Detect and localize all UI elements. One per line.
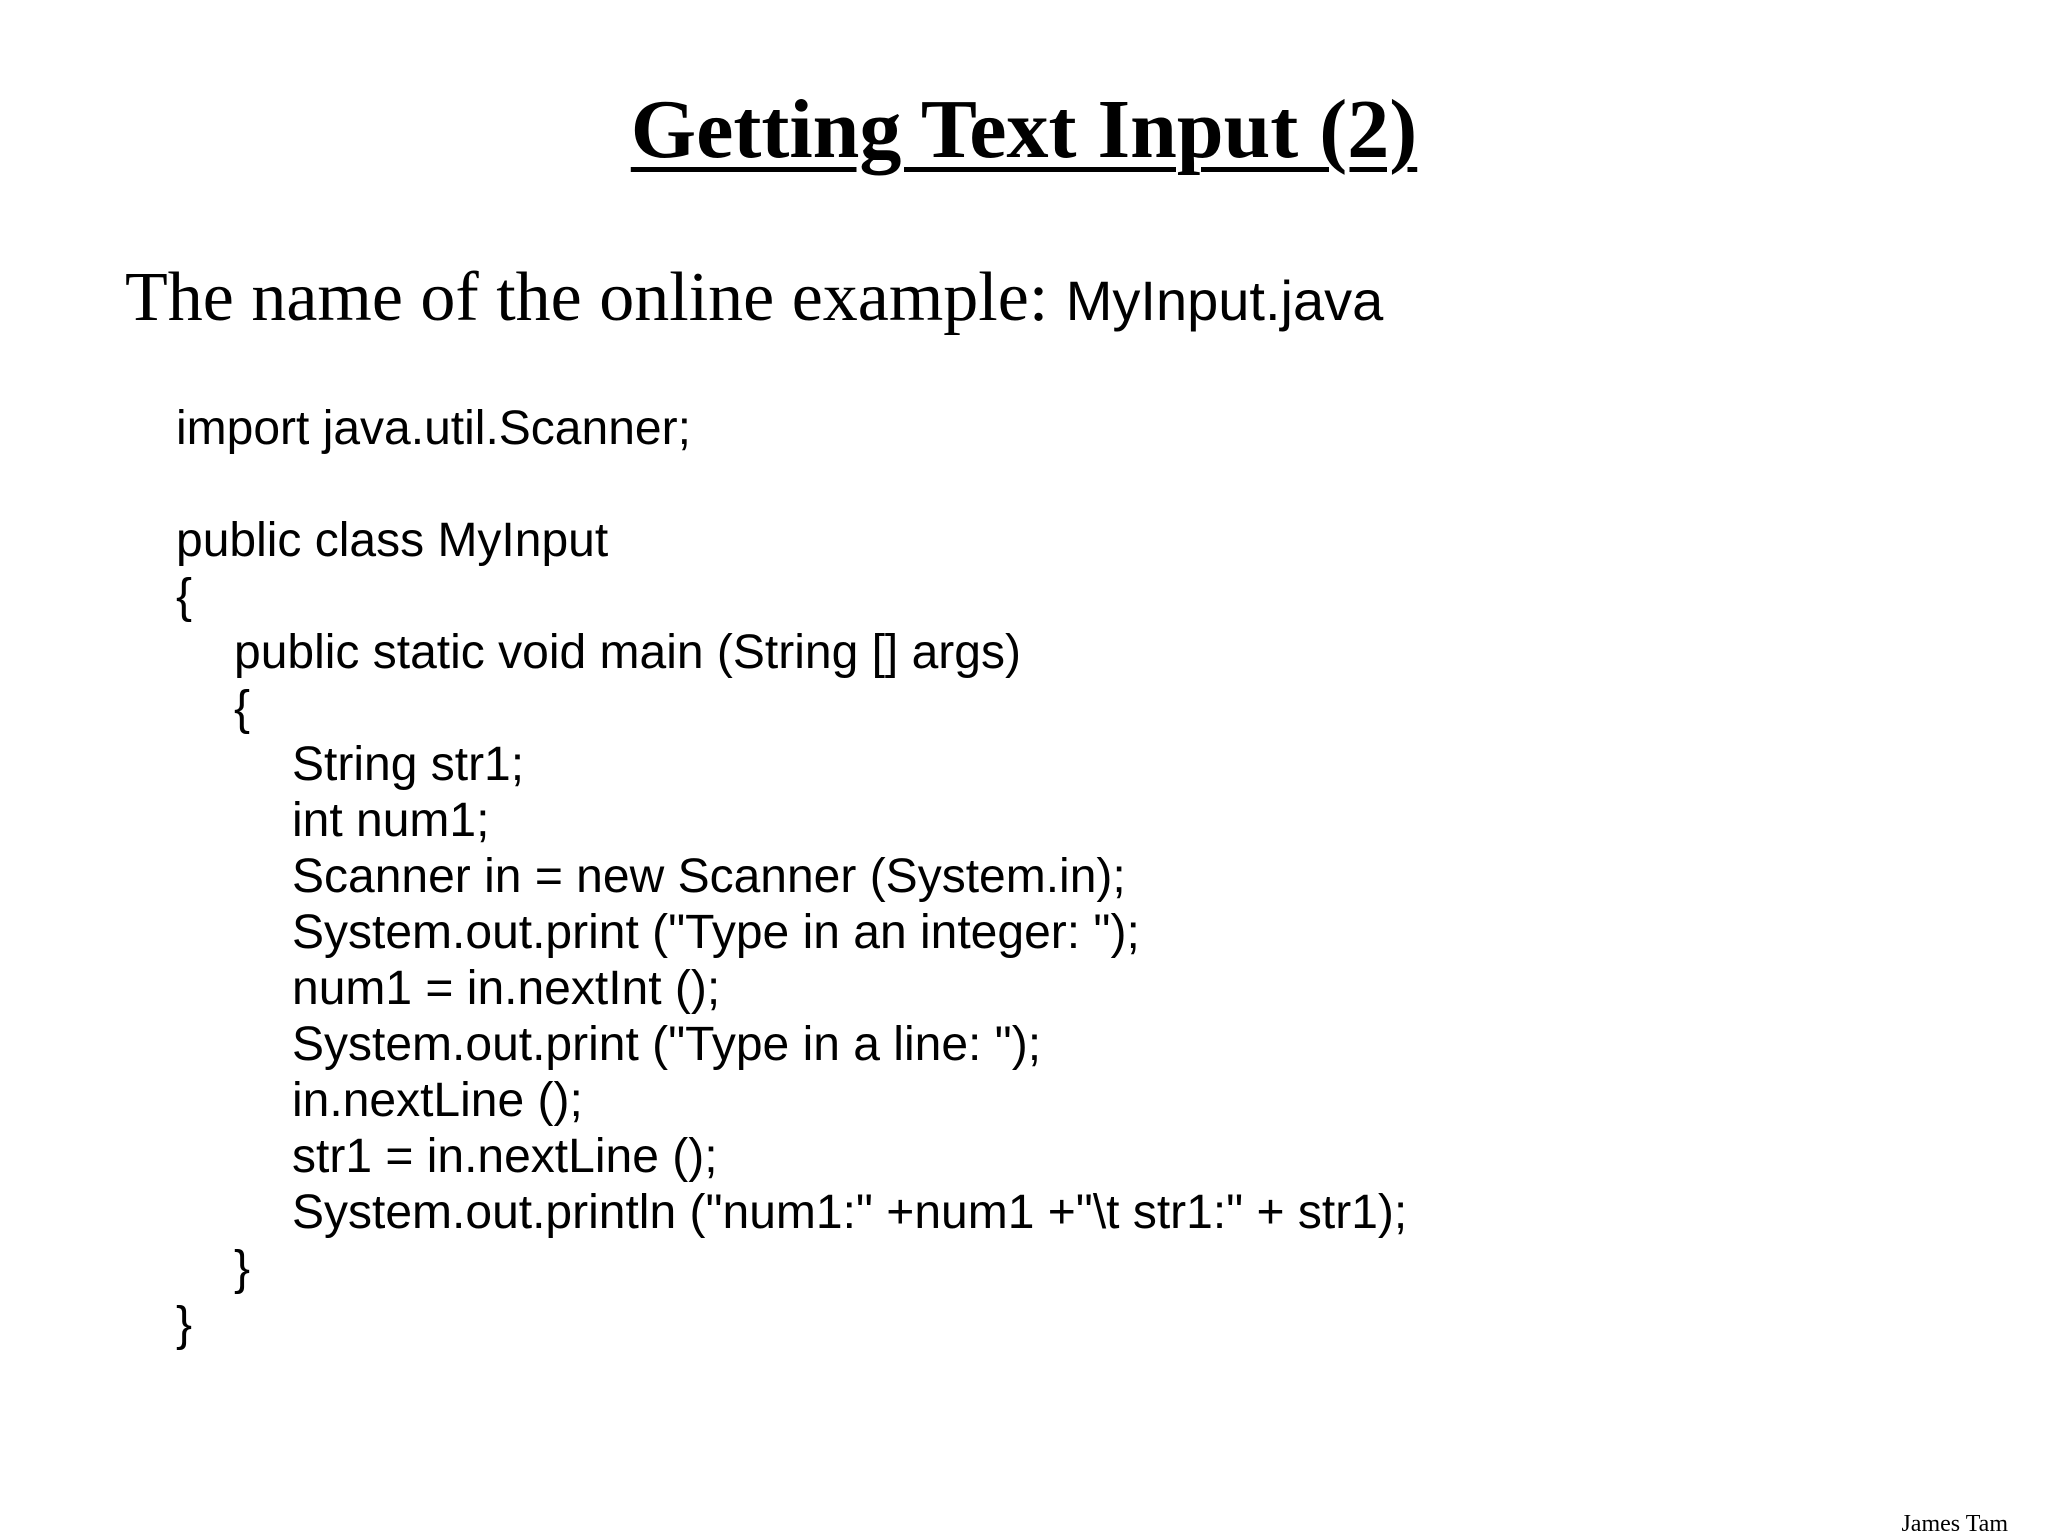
code-line: {: [234, 682, 251, 735]
code-line: {: [176, 570, 193, 623]
example-name-line: [125, 258, 1383, 356]
code-line: System.out.print ("Type in a line: ");: [292, 1018, 1042, 1071]
code-line: public class MyInput: [176, 514, 609, 567]
footer-author: James Tam: [1901, 1511, 2008, 1537]
code-line: System.out.println ("num1:" +num1 +"\t str1:" + str1);: [292, 1186, 1408, 1239]
code-line: }: [176, 1298, 193, 1351]
code-line: String str1;: [292, 738, 525, 791]
code-line: str1 = in.nextLine ();: [292, 1130, 718, 1183]
code-line: }: [234, 1242, 251, 1295]
example-name-label: The name of the online example:: [125, 259, 1066, 336]
slide-title: Getting Text Input (2): [630, 83, 1418, 176]
code-line: System.out.print ("Type in an integer: ");: [292, 906, 1140, 959]
code-line: import java.util.Scanner;: [176, 402, 691, 455]
code-line: Scanner in = new Scanner (System.in);: [292, 850, 1126, 903]
code-line: in.nextLine ();: [292, 1074, 583, 1127]
code-line: num1 = in.nextInt ();: [292, 962, 721, 1015]
code-line: public static void main (String [] args): [234, 626, 1021, 679]
example-filename: MyInput.java: [1065, 269, 1384, 332]
code-line: int num1;: [292, 794, 490, 847]
code-line-blank: [176, 457, 1407, 513]
code-listing: [176, 401, 1407, 1353]
